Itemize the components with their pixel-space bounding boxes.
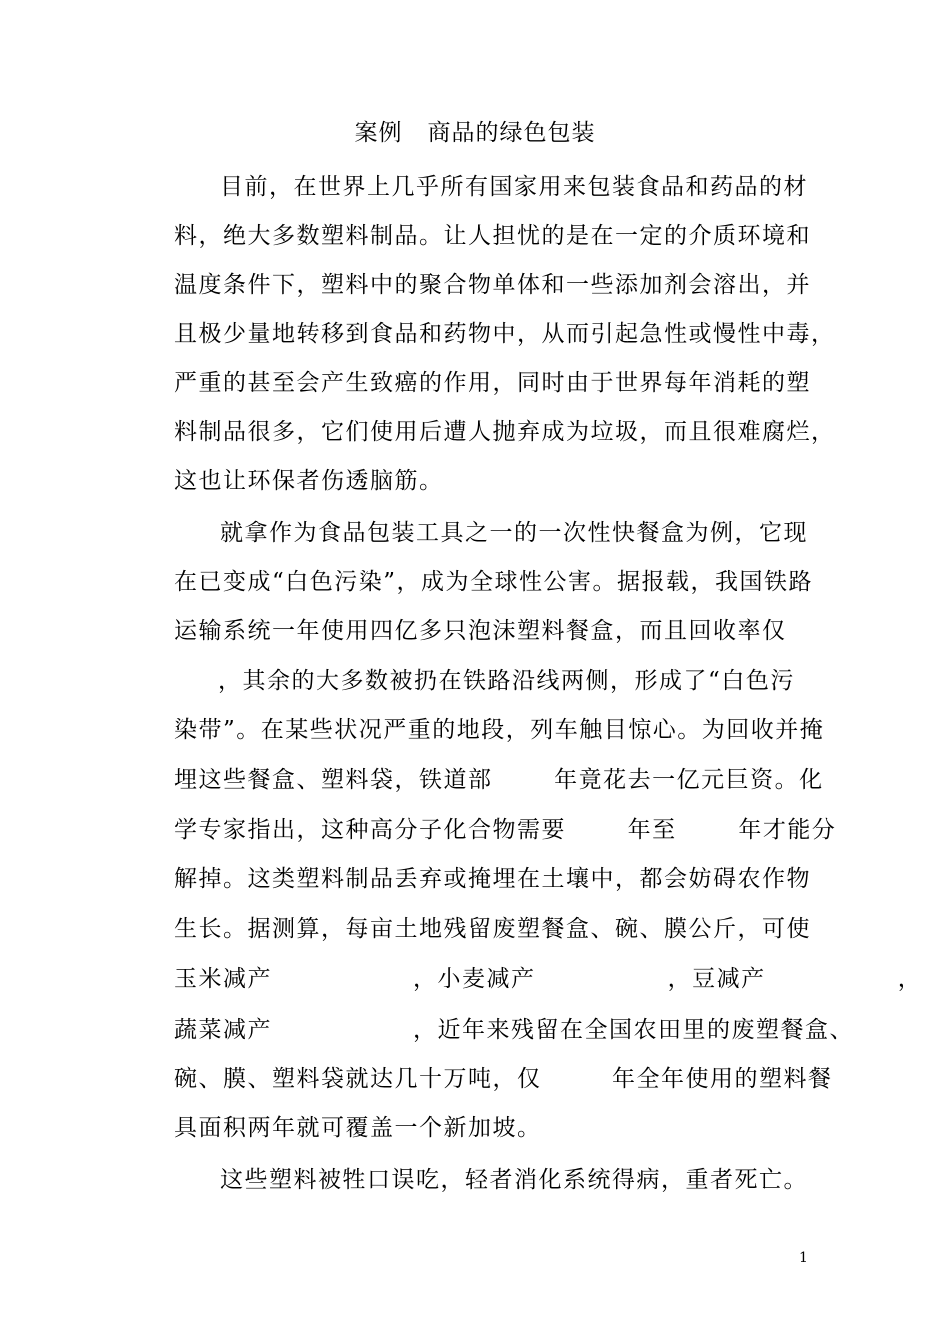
paragraph-line: 染带”。在某些状况严重的地段，列车触目惊心。为回收并掩 [174, 717, 825, 743]
page-number: 1 [799, 1250, 808, 1266]
paragraph-line: 生长。据测算，每亩土地残留废塑餐盒、碗、膜公斤，可使 [174, 916, 811, 942]
paragraph-line: 就拿作为食品包装工具之一的一次性快餐盒为例，它现 [220, 520, 808, 546]
paragraph-line: 且极少量地转移到食品和药物中，从而引起急性或慢性中毒， [174, 321, 836, 347]
paragraph-line: 目前，在世界上几乎所有国家用来包装食品和药品的材 [220, 174, 808, 200]
paragraph-line: 这些塑料被牲口误吃，轻者消化系统得病，重者死亡。 [220, 1167, 808, 1193]
paragraph-line: 具面积两年就可覆盖一个新加坡。 [174, 1115, 542, 1141]
paragraph-line: 蔬菜减产 ，近年来残留在全国农田里的废塑餐盒、 [174, 1017, 854, 1043]
paragraph-line: 玉米减产 ，小麦减产 ，豆减产 ， [174, 966, 923, 992]
paragraph-line: 学专家指出，这种高分子化合物需要 年至 年才能分 [174, 817, 837, 843]
paragraph-line: ，其余的大多数被扔在铁路沿线两侧，形成了“白色污 [174, 668, 795, 694]
paragraph-line: 运输系统一年使用四亿多只泡沫塑料餐盒，而且回收率仅 [174, 618, 787, 644]
paragraph-line: 碗、膜、塑料袋就达几十万吨，仅 年全年使用的塑料餐 [174, 1066, 833, 1092]
paragraph-line: 温度条件下，塑料中的聚合物单体和一些添加剂会溶出，并 [174, 272, 811, 298]
paragraph-line: 严重的甚至会产生致癌的作用，同时由于世界每年消耗的塑 [174, 370, 811, 396]
paragraph-line: 料，绝大多数塑料制品。让人担忧的是在一定的介质环境和 [174, 223, 811, 249]
paragraph-line: 料制品很多，它们使用后遭人抛弃成为垃圾，而且很难腐烂， [174, 419, 836, 445]
paragraph-line: 埋这些餐盒、塑料袋，铁道部 年竟花去一亿元巨资。化 [174, 767, 824, 793]
paragraph-line: 这也让环保者伤透脑筋。 [174, 468, 444, 494]
paragraph-line: 在已变成“白色污染”，成为全球性公害。据报载，我国铁路 [174, 569, 814, 595]
document-title: 案例 商品的绿色包装 [354, 120, 596, 146]
paragraph-line: 解掉。这类塑料制品丢弃或掩埋在土壤中，都会妨碍农作物 [174, 866, 811, 892]
